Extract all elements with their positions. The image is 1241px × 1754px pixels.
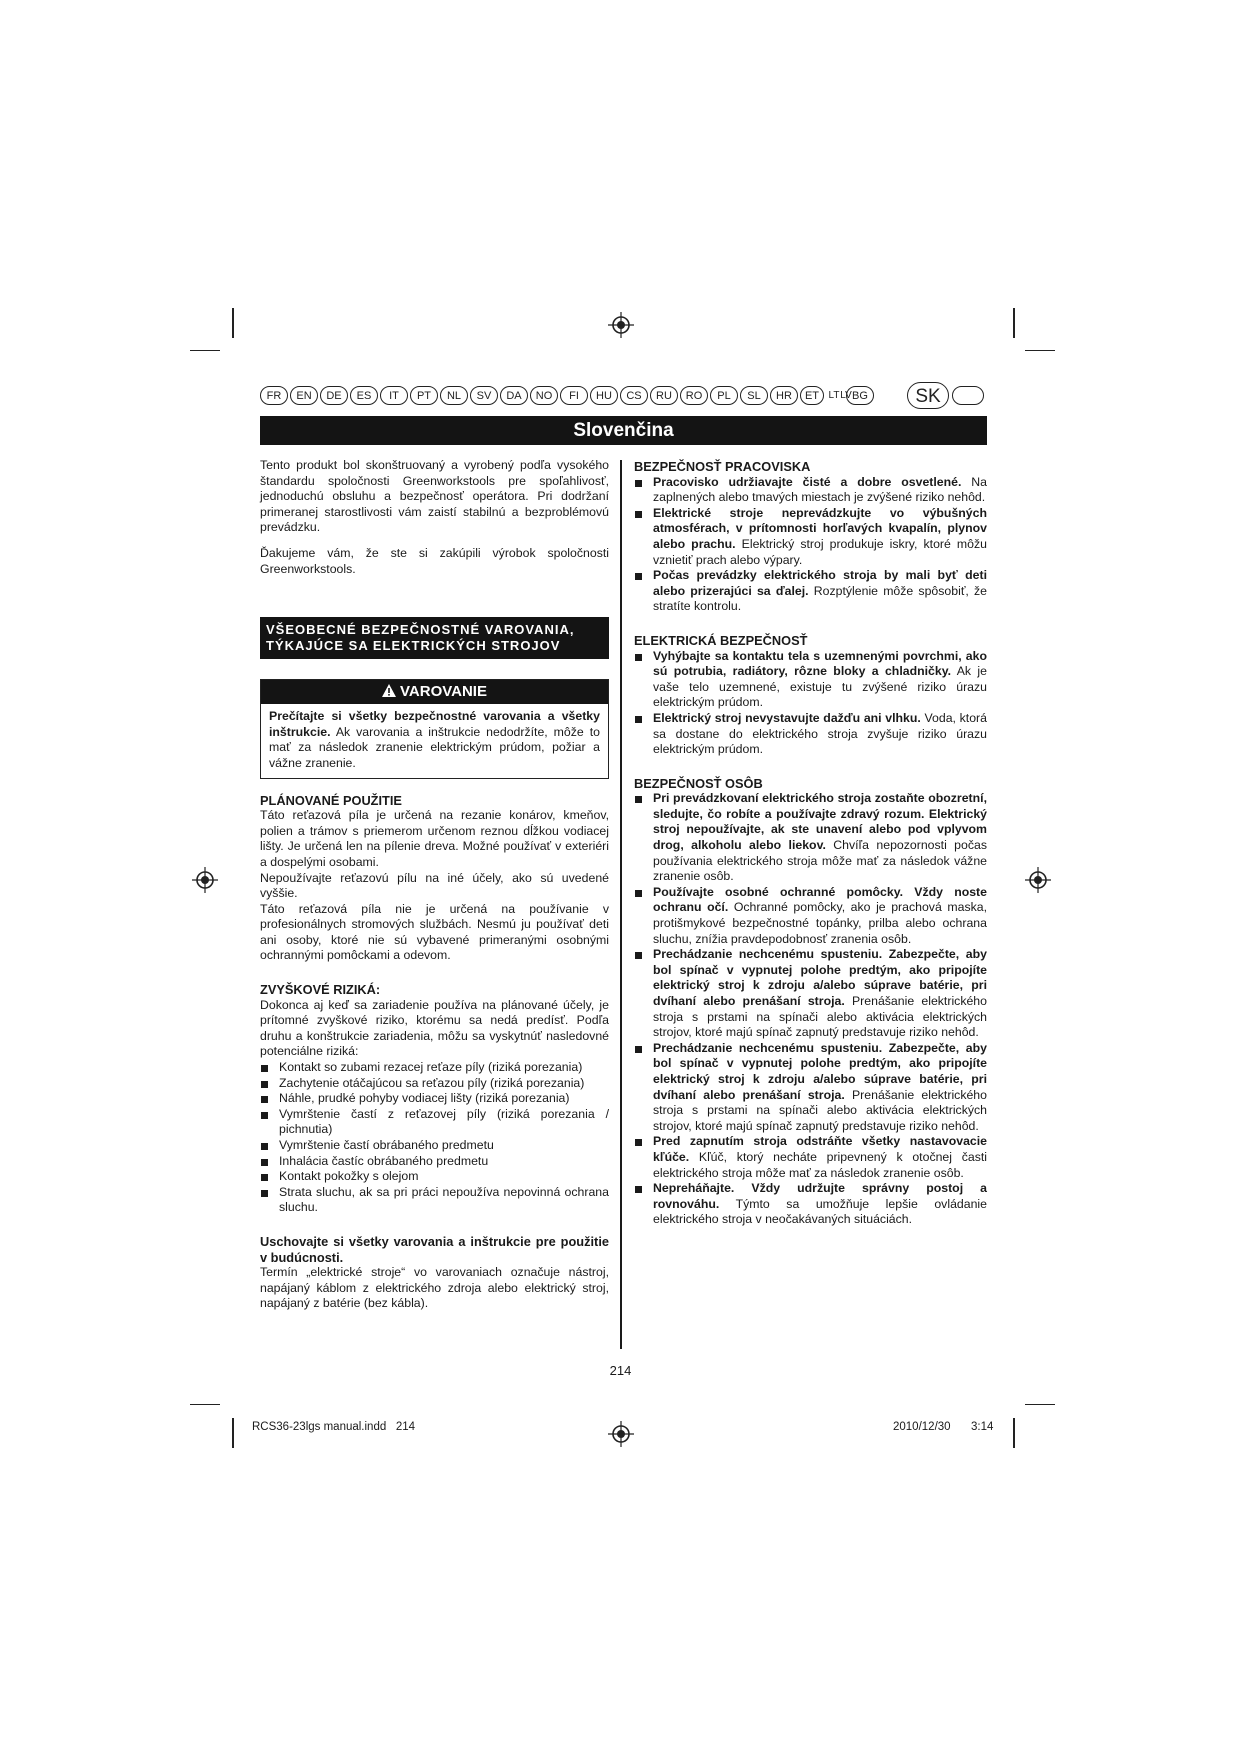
list-item: Prechádzanie nechcenému spusteniu. Zabezpečte, aby bol spínač v vypnutej polohe predtým, ako pripojíte elektrický stroj k zdroju a/alebo súprave batérie, pri dvíhaní alebo prenášaní stroja. Prenášanie elektrického stroja s prstami na spínači alebo aktivácia elektrických strojov, ktoré majú spínač zapnutý predstavuje riziko nehôd. <box>634 947 987 1041</box>
list-item: Pracovisko udržiavajte čisté a dobre osvetlené. Na zaplnených alebo tmavých miestach je zvýšené riziko nehôd. <box>634 475 987 506</box>
list-item: Elektrické stroje neprevádzkujte vo výbušných atmosférach, v prítomnosti horľavých kvapalín, plynov alebo prachu. Elektrický stroj produkuje iskry, ktoré môžu vznietiť prach alebo výpary. <box>634 506 987 568</box>
tab-language[interactable]: PL <box>710 386 738 405</box>
warning-title: VAROVANIE <box>400 683 487 701</box>
tab-language[interactable]: DE <box>320 386 348 405</box>
thanks-paragraph: Ďakujeme vám, že ste si zakúpili výrobok spoločnosti Greenworkstools. <box>260 545 609 576</box>
tab-language[interactable]: ET <box>800 386 824 405</box>
crop-mark <box>190 1404 220 1405</box>
intended-use-paragraph: Nepoužívajte reťazovú pílu na iné účely, ako sú uvedené vyššie. <box>260 870 609 901</box>
electrical-safety-list <box>634 649 987 758</box>
list-item: Vyhýbajte sa kontaktu tela s uzemnenými povrchmi, ako sú potrubia, radiátory, rôzne bloky a chladničky. Ak je vaše telo uzemnené, existuje tu zvýšené riziko úrazu elektrickým prúdom. <box>634 649 987 711</box>
tab-language[interactable]: SV <box>470 386 498 405</box>
list-item: Nepreháňajte. Vždy udržujte správny postoj a rovnováhu. Týmto sa umožňuje lepšie ovládanie elektrického stroja v neočakávaných situáciách. <box>634 1181 987 1228</box>
intended-use-paragraph: Táto reťazová píla nie je určená na používanie v profesionálnych stromových službách. Nesmú ju používať deti ani osoby, ktoré nie sú vybavené primeranými osobnými ochrannými pomôckami a odevom. <box>260 901 609 963</box>
general-warnings-heading: VŠEOBECNÉ BEZPEČNOSTNÉ VAROVANIA, TÝKAJÚCE SA ELEKTRICKÝCH STROJOV <box>260 617 609 659</box>
tab-language[interactable]: PT <box>410 386 438 405</box>
tab-language[interactable]: HR <box>770 386 798 405</box>
list-item: Pred zapnutím stroja odstráňte všetky nastavovacie kľúče. Kľúč, ktorý necháte pripevnený k otočnej časti elektrického stroja môže mať za následok zranenie osôb. <box>634 1134 987 1181</box>
crop-mark <box>190 350 220 351</box>
tab-language[interactable]: FR <box>260 386 288 405</box>
personal-safety-list <box>634 791 987 1228</box>
tab-language[interactable]: NL <box>440 386 468 405</box>
list-item: Prechádzanie nechcenému spusteniu. Zabezpečte, aby bol spínač v vypnutej polohe predtým, ako pripojíte elektrický stroj k zdroju a/alebo súprave batérie, pri dvíhaní alebo prenášaní stroja. Prenášanie elektrického stroja s prstami na spínači alebo aktivácia elektrických strojov, ktoré majú spínač zapnutý predstavuje riziko nehôd. <box>634 1041 987 1135</box>
list-item: Inhalácia častíc obrábaného predmetu <box>260 1154 609 1170</box>
work-area-list <box>634 475 987 615</box>
language-tabs <box>260 382 991 410</box>
crop-mark <box>1025 350 1055 351</box>
residual-risks-intro: Dokonca aj keď sa zariadenie používa na plánované účely, je prítomné zvyškové riziko, ktorému sa nedá predísť. Podľa druhu a konštrukcie zariadenia, môžu sa vyskytnúť nasledovné potenciálne riziká: <box>260 997 609 1059</box>
list-item: Kontakt so zubami rezacej reťaze píly (riziká porezania) <box>260 1060 609 1076</box>
residual-risks-list <box>260 1060 609 1216</box>
tab-language[interactable]: ES <box>350 386 378 405</box>
tab-language[interactable]: SL <box>740 386 768 405</box>
list-item: Strata sluchu, ak sa pri práci nepoužíva nepovinná ochrana sluchu. <box>260 1185 609 1216</box>
list-item: Kontakt pokožky s olejom <box>260 1169 609 1185</box>
tab-language[interactable]: RO <box>680 386 708 405</box>
crop-mark <box>1025 1404 1055 1405</box>
tab-language[interactable]: EN <box>290 386 318 405</box>
list-item: Vymrštenie častí obrábaného predmetu <box>260 1138 609 1154</box>
intended-use-heading: PLÁNOVANÉ POUŽITIE <box>260 792 402 808</box>
list-item: Zachytenie otáčajúcou sa reťazou píly (riziká porezania) <box>260 1076 609 1092</box>
page-number: 214 <box>609 1363 632 1378</box>
tab-language[interactable]: FI <box>560 386 588 405</box>
tab-language-active[interactable]: SK <box>907 382 949 409</box>
warning-triangle-icon <box>382 684 396 697</box>
footer-filename: RCS36-23lgs manual.indd 214 <box>252 1421 416 1433</box>
registration-mark-icon <box>608 312 634 338</box>
tab-language[interactable]: NO <box>530 386 558 405</box>
tab-language[interactable]: IT <box>380 386 408 405</box>
tab-language[interactable]: HU <box>590 386 618 405</box>
list-item: Náhle, prudké pohyby vodiacej lišty (riziká porezania) <box>260 1091 609 1107</box>
residual-risks-heading: ZVYŠKOVÉ RIZIKÁ: <box>260 982 381 998</box>
crop-mark <box>1013 308 1015 338</box>
crop-mark <box>232 1418 234 1448</box>
tab-language[interactable]: LT <box>828 390 840 401</box>
warning-box <box>260 679 609 778</box>
list-item: Počas prevádzky elektrického stroja by mali byť deti alebo prizerajúci sa ďalej. Rozptýlenie môže spôsobiť, že stratíte kontrolu. <box>634 568 987 615</box>
intro-paragraph: Tento produkt bol skonštruovaný a vyrobený podľa vysokého štandardu spoločnosti Greenworkstools pre spoľahlivosť, jednoduchú obsluhu a bezpečnosť operátora. Pri dodržaní primeranej starostlivosti vám zaistí stabilnú a bezproblémovú prevádzku. <box>260 458 609 535</box>
electrical-safety-heading: ELEKTRICKÁ BEZPEČNOSŤ <box>634 632 808 648</box>
tab-language[interactable]: RU <box>650 386 678 405</box>
list-item: Vymrštenie častí z reťazovej píly (riziká porezania / pichnutia) <box>260 1107 609 1138</box>
registration-mark-icon <box>192 867 218 893</box>
warning-header <box>261 680 608 704</box>
crop-mark <box>1013 1418 1015 1448</box>
tab-language[interactable]: CS <box>620 386 648 405</box>
list-item: Používajte osobné ochranné pomôcky. Vždy noste ochranu očí. Ochranné pomôcky, ako je prachová maska, protišmykové bezpečnostné topánky, prilba alebo ochrana sluchu, znížia pravdepodobnosť zranenia osôb. <box>634 885 987 947</box>
tab-language[interactable]: DA <box>500 386 528 405</box>
intended-use-paragraph: Táto reťazová píla je určená na rezanie konárov, kmeňov, polien a trámov s priemerom určenom reznou dĺžkou vodiacej lišty. Je určená len na pílenie dreva. Možné používať v exteriéri a dospelými osobami. <box>260 808 609 869</box>
left-column <box>260 458 609 1312</box>
tab-language[interactable] <box>952 386 984 405</box>
registration-mark-icon <box>608 1421 634 1447</box>
tab-language[interactable]: LV <box>840 390 852 401</box>
registration-mark-icon <box>1025 867 1051 893</box>
footer-date: 2010/12/30 <box>893 1421 951 1433</box>
right-column <box>634 459 987 1228</box>
tab-language[interactable]: BG <box>846 386 874 405</box>
column-divider <box>620 460 622 1349</box>
keep-instructions-text: Termín „elektrické stroje“ vo varovaniach označuje nástroj, napájaný káblom z elektrického zdroja alebo elektrický stroj, napájaný z batérie (bez kábla). <box>260 1265 609 1311</box>
work-area-heading: BEZPEČNOSŤ PRACOVISKA <box>634 459 811 474</box>
warning-text: Prečítajte si všetky bezpečnostné varovania a všetky inštrukcie. Ak varovania a inštrukcie nedodržíte, môže to mať za následok zranenie elektrickým prúdom, požiar a vážne zranenie. <box>269 709 600 770</box>
list-item: Pri prevádzkovaní elektrického stroja zostaňte obozretní, sledujte, čo robíte a používajte zdravý rozum. Elektrický stroj nepoužívajte, ak ste unavení alebo pod vplyvom drog, alkoholu alebo liekov. Chvíľa nepozornosti počas používania elektrického stroja môže mať za následok vážne zranenie osôb. <box>634 791 987 885</box>
keep-instructions-heading: Uschovajte si všetky varovania a inštrukcie pre použitie v budúcnosti. <box>260 1233 609 1265</box>
personal-safety-heading: BEZPEČNOSŤ OSÔB <box>634 775 763 791</box>
list-item: Elektrický stroj nevystavujte dažďu ani vlhku. Voda, ktorá sa dostane do elektrického stroja zvyšuje riziko úrazu elektrickým prúdom. <box>634 711 987 758</box>
footer-time: 3:14 <box>971 1421 994 1433</box>
crop-mark <box>232 308 234 338</box>
page-title: Slovenčina <box>260 416 987 445</box>
